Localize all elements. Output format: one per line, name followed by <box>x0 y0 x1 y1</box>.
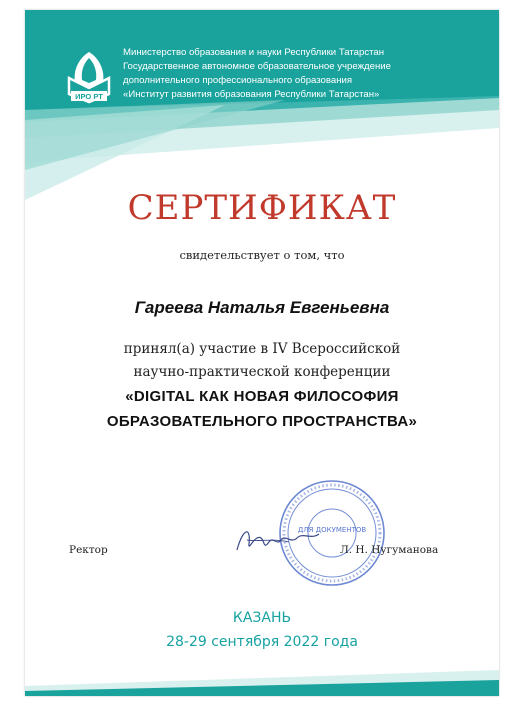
participation-line-1: принял(а) участие в IV Всероссийской <box>123 341 401 357</box>
conference-title-line-2: ОБРАЗОВАТЕЛЬНОГО ПРОСТРАНСТВА» <box>106 413 418 430</box>
certificate-title: СЕРТИФИКАТ <box>127 188 397 228</box>
institute-logo <box>61 48 117 110</box>
recipient-name: Гареева Наталья Евгеньевна <box>134 298 390 317</box>
handwritten-signature <box>233 520 323 560</box>
stamp-text: ДЛЯ ДОКУМЕНТОВ <box>297 526 367 534</box>
organization-line-4: «Институт развития образования Республики Татарстан» <box>123 89 380 100</box>
organization-line-3: дополнительного профессионального образования <box>123 75 353 86</box>
logo-text: ИРО РТ <box>75 92 103 101</box>
certificate-page <box>25 10 499 696</box>
organization-header <box>123 46 493 102</box>
participation-line-2: научно-практической конференции <box>133 364 391 380</box>
witness-text: свидетельствует о том, что <box>179 248 345 262</box>
organization-line-2: Государственное автономное образовательное учреждение <box>123 61 391 72</box>
conference-title-line-1: «DIGITAL КАК НОВАЯ ФИЛОСОФИЯ <box>125 388 399 405</box>
city: КАЗАНЬ <box>232 610 292 626</box>
organization-line-1: Министерство образования и науки Республики Татарстан <box>123 47 385 58</box>
signatory-name: Л. Н. Нугуманова <box>340 544 439 556</box>
signatory-position: Ректор <box>69 544 108 556</box>
event-dates: 28-29 сентября 2022 года <box>166 634 358 650</box>
